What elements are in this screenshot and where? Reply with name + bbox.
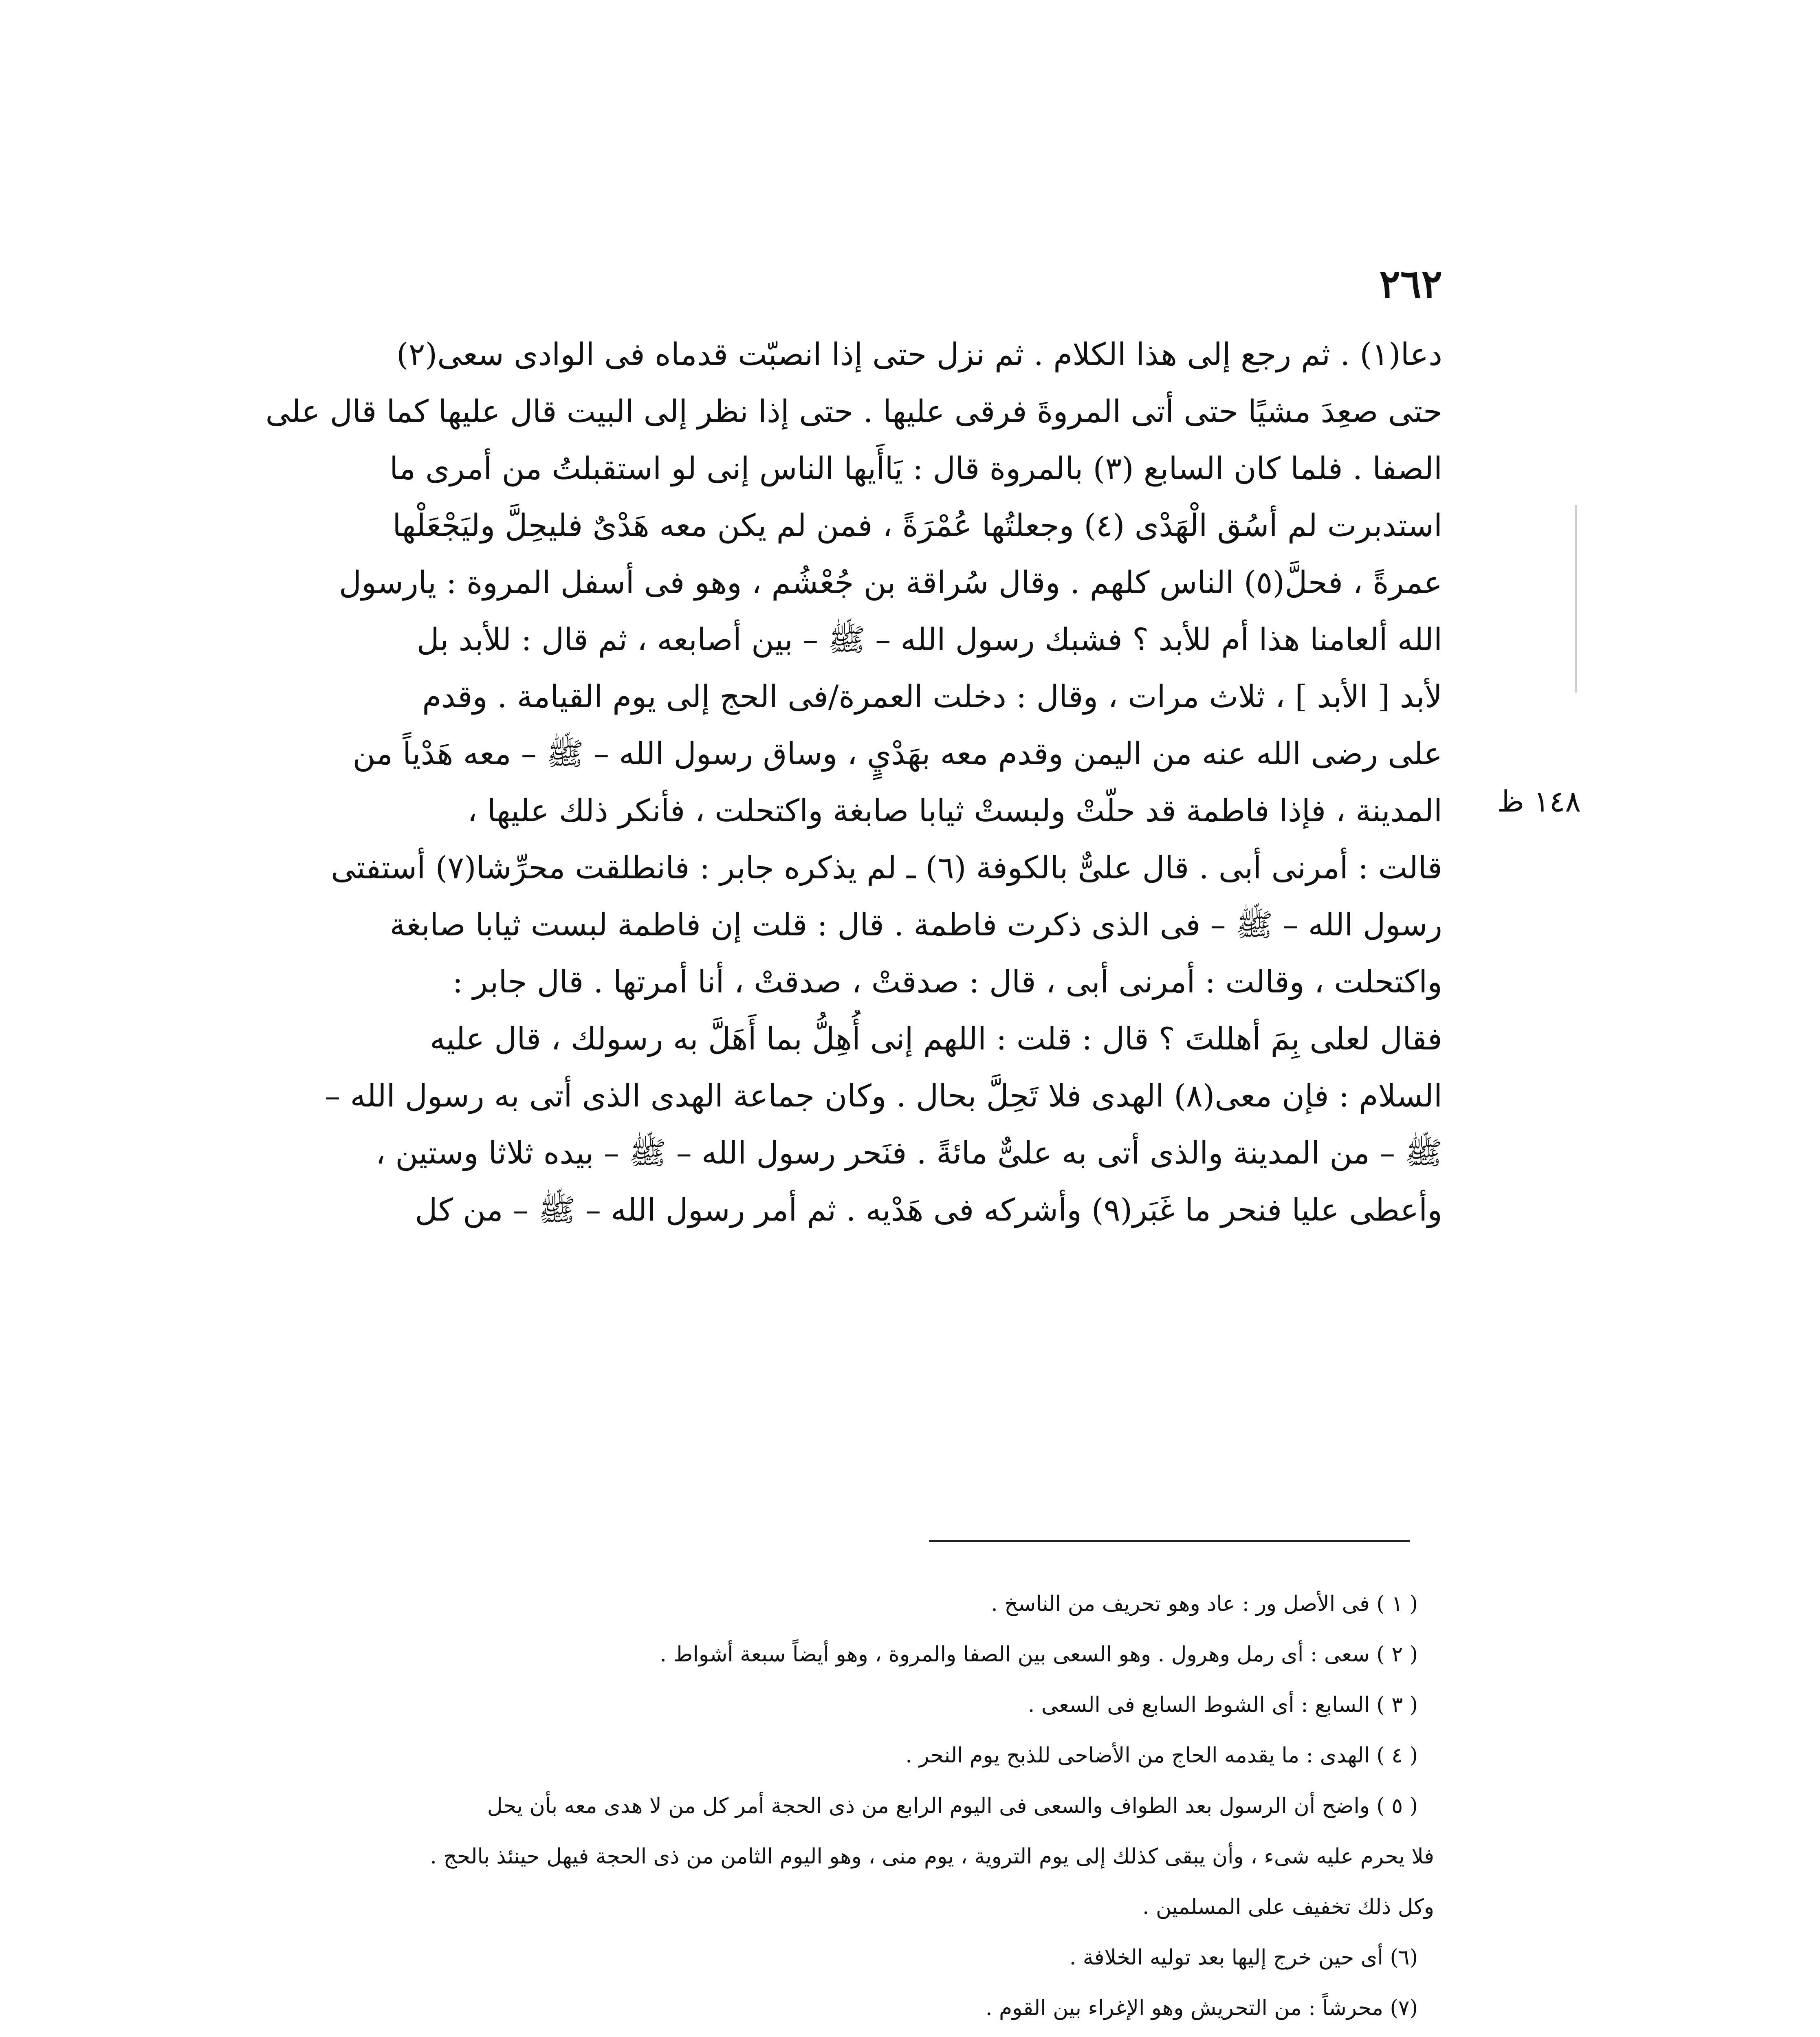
text-line: الله ألعامنا هذا أم للأبد ؟ فشبك رسول الله – ﷺ – بين أصابعه ، ثم قال : للأبد بل xyxy=(416,621,1442,658)
text-line: ﷺ – من المدينة والذى أتى به علىٌّ مائةً . فنَحر رسول الله – ﷺ – بيده ثلاثا وستين ، xyxy=(375,1135,1442,1171)
text-line: المدينة ، فإذا فاطمة قد حلّتْ ولبستْ ثيابا صابغة واكتحلت ، فأنكر ذلك عليها ، xyxy=(467,792,1442,829)
text-line: على رضى الله عنه من اليمن وقدم معه بهَدْيٍ ، وساق رسول الله – ﷺ – معه هَدْياً من xyxy=(352,735,1442,772)
footnote-4: ( ٤ ) الهدى : ما يقدمه الحاج من الأضاحى للذبح يوم النحر . xyxy=(905,1743,1418,1768)
footnote-8 xyxy=(367,2033,1434,2037)
margin-rule xyxy=(1575,505,1577,693)
text-line: رسول الله – ﷺ – فى الذى ذكرت فاطمة . قال : قلت إن فاطمة لبست ثيابا صابغة xyxy=(390,906,1442,943)
footnote-3: ( ٣ ) السابع : أى الشوط السابع فى السعى . xyxy=(1028,1693,1418,1717)
footnotes xyxy=(367,1579,1434,2037)
text-line: استدبرت لم أسُق الْهَدْى (٤) وجعلتُها عُمْرَةً ، فمن لم يكن معه هَدْىٌ فليحِلَّ وليَجْعَلْها xyxy=(392,507,1442,543)
text-line: وأعطى عليا فنحر ما غَبَر(٩) وأشركه فى هَدْيه . ثم أمر رسول الله – ﷺ – من كل xyxy=(415,1192,1442,1228)
text-line: لأبد [ الأبد ] ، ثلاث مرات ، وقال : دخلت العمرة/فى الحج إلى يوم القيامة . وقدم xyxy=(422,678,1442,715)
text-line: فقال لعلى بِمَ أهللتَ ؟ قال : قلت : اللهم إنى أُهِلُّ بما أَهَلَّ به رسولك ، قال عليه xyxy=(429,1021,1442,1057)
footnote-5: ( ٥ ) واضح أن الرسول بعد الطواف والسعى فى اليوم الرابع من ذى الحجة أمر كل من لا هدى معه بأن يحل xyxy=(487,1794,1418,1818)
footnote-1: ( ١ ) فى الأصل ور : عاد وهو تحريف من الناسخ . xyxy=(991,1592,1418,1616)
page-number: ٢٦٢ xyxy=(1379,261,1442,307)
text-line: قالت : أمرنى أبى . قال علىٌّ بالكوفة (٦) ـ لم يذكره جابر : فانطلقت محرِّشا(٧) أستفتى xyxy=(330,849,1442,886)
text-line: دعا(١) . ثم رجع إلى هذا الكلام . ثم نزل حتى إذا انصبّت قدماه فى الوادى سعى(٢) xyxy=(396,336,1442,372)
text-line: السلام : فإن معى(٨) الهدى فلا تَحِلَّ بحال . وكان جماعة الهدى الذى أتى به رسول الله – xyxy=(325,1078,1442,1114)
footnote-5-continued: وكل ذلك تخفيف على المسلمين . xyxy=(1142,1895,1434,1919)
text-line: عمرةً ، فحلَّ(٥) الناس كلهم . وقال سُراقة بن جُعْشُم ، وهو فى أسفل المروة : يارسول xyxy=(339,564,1442,601)
footnote-2: ( ٢ ) سعى : أى رمل وهرول . وهو السعى بين الصفا والمروة ، وهو أيضاً سبعة أشواط . xyxy=(660,1642,1418,1667)
main-text xyxy=(261,326,1442,1238)
footnote-5-continued: فلا يحرم عليه شىء ، وأن يبقى كذلك إلى يوم التروية ، يوم منى ، وهو اليوم الثامن من ذى الحجة فيهل حينئذ بالحج . xyxy=(430,1844,1434,1869)
folio-margin-note: ١٤٨ ظ xyxy=(1497,784,1581,818)
footnote-7: (٧) محرشاً : من التحريش وهو الإغراء بين القوم . xyxy=(986,1996,1418,2020)
text-line: الصفا . فلما كان السابع (٣) بالمروة قال : يَاأَيها الناس إنى لو استقبلتُ من أمرى ما xyxy=(390,450,1442,486)
text-line: حتى صعِدَ مشيًا حتى أتى المروةَ فرقى عليها . حتى إذا نظر إلى البيت قال عليها كما قال على xyxy=(265,393,1442,429)
footnote-6: (٦) أى حين خرج إليها بعد توليه الخلافة . xyxy=(1069,1945,1418,1970)
footnote-separator xyxy=(929,1540,1410,1542)
text-line: واكتحلت ، وقالت : أمرنى أبى ، قال : صدقتْ ، صدقتْ ، أنا أمرتها . قال جابر : xyxy=(452,964,1442,1000)
